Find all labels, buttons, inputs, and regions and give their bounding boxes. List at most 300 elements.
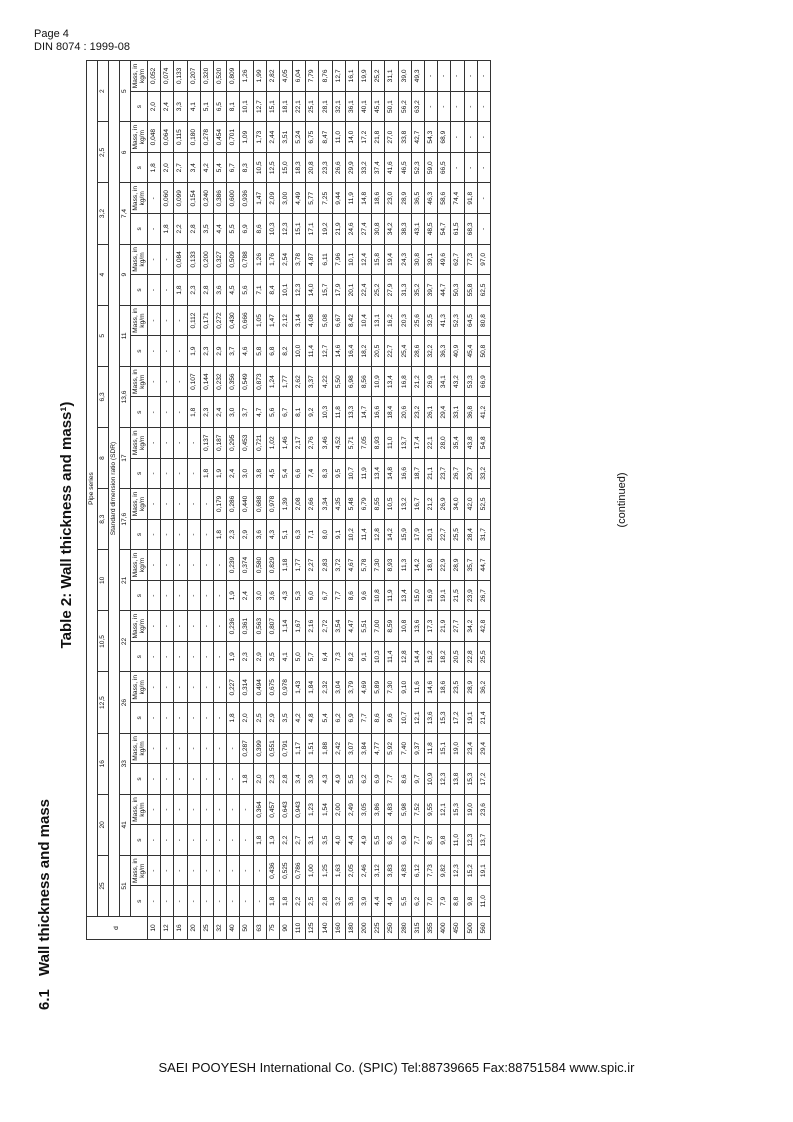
wall-thickness-cell: 5,4 [213,152,226,183]
wall-thickness-cell: 2,8 [187,214,200,245]
mass-cell: 0,453 [240,428,253,459]
s-header: s [131,886,148,917]
wall-thickness-cell: - [148,764,161,795]
wall-thickness-cell: 13,7 [477,825,490,856]
wall-thickness-cell: 16,4 [345,336,358,367]
wall-thickness-cell: - [451,152,464,183]
wall-thickness-cell: 3,5 [319,825,332,856]
mass-cell: 1,18 [279,550,292,581]
wall-thickness-cell: 7,7 [359,703,372,734]
mass-cell: 14,6 [424,672,437,703]
mass-cell: 42,8 [477,611,490,642]
wall-thickness-cell: - [174,825,187,856]
mass-cell: 0,936 [240,183,253,214]
wall-thickness-cell: 17,2 [477,764,490,795]
wall-thickness-cell: 1,8 [148,152,161,183]
mass-cell: 1,26 [253,244,266,275]
wall-thickness-cell: - [161,764,174,795]
mass-cell: 3,34 [319,489,332,520]
wall-thickness-cell: 15,7 [319,275,332,306]
wall-thickness-cell: 27,4 [359,214,372,245]
mass-cell: 5,51 [359,611,372,642]
mass-cell: 77,3 [464,244,477,275]
mass-cell: 27,0 [385,122,398,153]
wall-thickness-cell: - [161,519,174,550]
mass-cell: 58,6 [438,183,451,214]
mass-cell: 3,00 [279,183,292,214]
mass-cell: 5,24 [293,122,306,153]
wall-thickness-cell: - [187,580,200,611]
wall-thickness-cell: - [424,91,437,122]
wall-thickness-cell: 2,5 [306,886,319,917]
mass-cell: - [148,611,161,642]
mass-cell: 19,0 [451,733,464,764]
mass-cell: 12,3 [451,855,464,886]
wall-thickness-cell: 5,7 [306,641,319,672]
wall-thickness-cell: 11,0 [477,886,490,917]
wall-thickness-cell: - [464,91,477,122]
wall-thickness-cell: 9,6 [359,580,372,611]
mass-cell: 6,11 [319,244,332,275]
wall-thickness-cell: 1,9 [187,336,200,367]
table-row [279,61,292,940]
wall-thickness-cell: 20,1 [345,275,358,306]
mass-cell: 0,386 [213,183,226,214]
mass-cell: 2,27 [306,550,319,581]
mass-cell: - [213,855,226,886]
mass-cell: 39,1 [424,244,437,275]
wall-thickness-cell: 6,6 [293,458,306,489]
mass-cell: 0,064 [161,122,174,153]
wall-thickness-cell: 8,6 [253,214,266,245]
wall-thickness-cell: 2,8 [319,886,332,917]
mass-cell: 0,052 [148,61,161,92]
mass-cell: 9,44 [332,183,345,214]
mass-cell: 25,2 [372,61,385,92]
table-row [148,61,161,940]
wall-thickness-cell: 56,2 [398,91,411,122]
wall-thickness-cell: 1,8 [253,825,266,856]
wall-thickness-cell: 14,6 [332,336,345,367]
mass-cell: 0,314 [240,672,253,703]
d-value: 225 [372,917,385,940]
mass-cell: - [187,794,200,825]
wall-thickness-cell: 2,0 [148,91,161,122]
wall-thickness-cell: - [161,397,174,428]
mass-cell: 10,8 [398,611,411,642]
mass-cell: 5,08 [319,305,332,336]
wall-thickness-cell: 11,9 [385,580,398,611]
mass-cell: 3,04 [332,672,345,703]
wall-thickness-cell: 8,3 [240,152,253,183]
wall-thickness-cell: 6,2 [411,886,424,917]
mass-cell: 0,374 [240,550,253,581]
mass-cell: 36,2 [477,672,490,703]
wall-thickness-cell: 33,2 [477,458,490,489]
wall-thickness-cell: 46,5 [398,152,411,183]
wall-thickness-cell: 5,4 [279,458,292,489]
wall-thickness-cell: 8,6 [372,703,385,734]
wall-thickness-cell: 4,4 [372,886,385,917]
wall-thickness-cell: 5,6 [266,397,279,428]
mass-header: Mass, in kg/m [131,672,148,703]
mass-cell: - [240,855,253,886]
wall-thickness-cell: - [187,519,200,550]
mass-cell: - [253,855,266,886]
page-number: Page 4 [34,28,69,40]
mass-header: Mass, in kg/m [131,305,148,336]
wall-thickness-cell: 30,8 [372,214,385,245]
wall-thickness-cell: 5,3 [293,580,306,611]
mass-cell: 0,278 [200,122,213,153]
mass-cell: 0,440 [240,489,253,520]
mass-cell: 0,137 [200,428,213,459]
wall-thickness-cell: 5,0 [293,641,306,672]
wall-thickness-cell: 3,6 [253,519,266,550]
mass-cell: 4,77 [372,733,385,764]
mass-cell: 17,2 [359,122,372,153]
wall-thickness-cell: 22,7 [438,519,451,550]
mass-cell: 0,239 [227,550,240,581]
wall-thickness-cell: 63,2 [411,91,424,122]
mass-cell: 23,6 [477,794,490,825]
mass-cell: 11,6 [411,672,424,703]
sdr-value: 6 [120,122,131,183]
wall-thickness-cell: 26,6 [332,152,345,183]
d-value: 25 [200,917,213,940]
wall-thickness-cell: - [148,641,161,672]
wall-thickness-cell: 1,9 [213,458,226,489]
mass-cell: 4,05 [279,61,292,92]
mass-cell: 2,09 [266,183,279,214]
sdr-value: 11 [120,305,131,366]
mass-cell: 2,54 [279,244,292,275]
mass-header: Mass, in kg/m [131,489,148,520]
wall-thickness-cell: 7,7 [385,764,398,795]
wall-thickness-cell: 14,4 [411,641,424,672]
mass-cell: - [161,244,174,275]
wall-thickness-cell: 3,0 [240,458,253,489]
mass-cell: 43,8 [464,428,477,459]
wall-thickness-cell: 9,6 [385,703,398,734]
mass-cell: - [187,733,200,764]
mass-header: Mass, in kg/m [131,550,148,581]
wall-thickness-cell: 9,7 [411,764,424,795]
mass-cell: 0,272 [213,305,226,336]
mass-cell: 35,7 [464,550,477,581]
wall-thickness-cell: - [161,703,174,734]
sdr-value: 17,6 [120,489,131,550]
wall-thickness-cell: 13,8 [451,764,464,795]
mass-cell: 3,14 [293,305,306,336]
wall-thickness-cell: 12,3 [438,764,451,795]
wall-thickness-cell: 2,4 [161,91,174,122]
mass-cell: 41,3 [438,305,451,336]
mass-cell: 0,454 [213,122,226,153]
wall-thickness-cell: 2,0 [240,703,253,734]
mass-cell: 5,92 [385,733,398,764]
wall-thickness-cell: - [187,703,200,734]
wall-thickness-cell: 20,8 [306,152,319,183]
wall-thickness-cell: - [161,825,174,856]
wall-thickness-cell: - [161,580,174,611]
wall-thickness-cell: 4,2 [200,152,213,183]
mass-cell: 0,873 [253,366,266,397]
wall-thickness-cell: 2,4 [240,580,253,611]
wall-thickness-cell: 23,7 [438,458,451,489]
wall-thickness-cell: 2,9 [266,703,279,734]
mass-header: Mass, in kg/m [131,733,148,764]
wall-thickness-cell: - [187,641,200,672]
wall-thickness-cell: 20,5 [451,641,464,672]
pipe-series-value: 8,3 [98,489,109,550]
pipe-series-value: 10 [98,550,109,611]
wall-thickness-cell: 21,1 [424,458,437,489]
wall-thickness-cell: 1,8 [227,703,240,734]
mass-cell: 0,232 [213,366,226,397]
mass-cell: 0,551 [266,733,279,764]
mass-cell: 1,47 [253,183,266,214]
wall-thickness-cell: 15,1 [293,214,306,245]
wall-thickness-cell: 28,6 [411,336,424,367]
mass-cell: 1,77 [293,550,306,581]
mass-cell: 23,5 [451,672,464,703]
mass-cell: 0,361 [240,611,253,642]
mass-cell: - [213,733,226,764]
wall-thickness-cell: 11,0 [451,825,464,856]
mass-cell: 11,8 [424,733,437,764]
wall-thickness-cell: 6,5 [213,91,226,122]
wall-thickness-cell: 14,0 [306,275,319,306]
wall-thickness-cell: 37,4 [372,152,385,183]
mass-cell: 0,099 [174,183,187,214]
wall-thickness-cell: 1,8 [200,458,213,489]
wall-thickness-cell: 17,9 [332,275,345,306]
wall-thickness-cell: 22,8 [464,641,477,672]
mass-cell: 19,4 [385,244,398,275]
mass-cell: 49,6 [438,244,451,275]
rotated-content [36,30,628,1020]
wall-thickness-cell: 11,9 [359,458,372,489]
table-title: Table 2: Wall thickness and mass¹) [58,401,75,649]
wall-thickness-cell: 26,1 [424,397,437,428]
s-header: s [131,580,148,611]
mass-cell: 0,829 [266,550,279,581]
wall-thickness-cell: 8,1 [293,397,306,428]
wall-thickness-cell: 19,2 [319,214,332,245]
mass-cell: 0,320 [200,61,213,92]
wall-thickness-cell: - [174,397,187,428]
wall-thickness-cell: 8,6 [398,764,411,795]
wall-thickness-cell: 19,1 [438,580,451,611]
wall-thickness-cell: 2,0 [253,764,266,795]
mass-cell: 0,133 [174,61,187,92]
wall-thickness-cell: 6,2 [385,825,398,856]
mass-cell: 34,1 [438,366,451,397]
table-row [253,61,266,940]
mass-cell: 80,8 [477,305,490,336]
wall-thickness-cell: - [148,703,161,734]
mass-cell: 9,55 [424,794,437,825]
mass-cell: - [174,794,187,825]
wall-thickness-cell: 8,6 [345,580,358,611]
wall-thickness-cell: 68,3 [464,214,477,245]
wall-thickness-cell: 2,9 [213,336,226,367]
mass-cell: - [424,61,437,92]
wall-thickness-cell: 17,9 [411,519,424,550]
pipe-series-value: 8 [98,428,109,489]
mass-cell: 4,47 [345,611,358,642]
mass-cell: 1,24 [266,366,279,397]
mass-cell: - [174,489,187,520]
wall-thickness-cell: 4,8 [306,703,319,734]
table-row [187,61,200,940]
mass-cell: 0,643 [279,794,292,825]
mass-cell: 0,978 [266,489,279,520]
mass-cell: 34,2 [464,611,477,642]
wall-thickness-cell: - [213,641,226,672]
mass-cell: 11,3 [398,550,411,581]
mass-cell: 0,688 [253,489,266,520]
mass-cell: 15,8 [372,244,385,275]
wall-thickness-cell: 11,8 [332,397,345,428]
wall-thickness-cell: 2,9 [253,641,266,672]
wall-thickness-cell: 22,7 [385,336,398,367]
footer: SAEI POOYESH International Co. (SPIC) Tel:88739665 Fax:88751584 www.spic.ir [158,1060,635,1075]
wall-thickness-cell: 10,8 [372,580,385,611]
mass-cell: - [161,672,174,703]
mass-cell: - [200,489,213,520]
wall-thickness-cell: 10,0 [293,336,306,367]
mass-cell: 1,84 [306,672,319,703]
mass-cell: 6,67 [332,305,345,336]
mass-cell: 28,9 [464,672,477,703]
wall-thickness-cell: 12,7 [253,91,266,122]
wall-thickness-cell: 8,0 [319,519,332,550]
header-row-pipe-series [87,61,98,940]
wall-thickness-cell: 7,3 [332,641,345,672]
mass-cell: 1,54 [319,794,332,825]
wall-thickness-cell: - [174,458,187,489]
wall-thickness-cell: 55,8 [464,275,477,306]
wall-thickness-cell: - [187,886,200,917]
wall-thickness-cell: 1,8 [187,397,200,428]
d-value: 110 [293,917,306,940]
s-header: s [131,825,148,856]
mass-header: Mass, in kg/m [131,183,148,214]
mass-cell: 8,55 [372,489,385,520]
mass-cell: 43,2 [451,366,464,397]
wall-thickness-cell: 10,7 [345,458,358,489]
mass-cell: - [148,550,161,581]
mass-cell: - [477,183,490,214]
wall-thickness-cell: 6,9 [345,703,358,734]
mass-cell: 1,46 [279,428,292,459]
mass-cell: 42,0 [464,489,477,520]
wall-thickness-cell: 54,7 [438,214,451,245]
mass-cell: 18,0 [424,550,437,581]
mass-cell: - [174,855,187,886]
mass-cell: 0,060 [161,183,174,214]
wall-thickness-cell: 6,9 [240,214,253,245]
wall-thickness-cell: 4,2 [293,703,306,734]
wall-thickness-cell: - [240,825,253,856]
mass-cell: - [213,794,226,825]
mass-cell: 0,112 [187,305,200,336]
wall-thickness-cell: 50,1 [385,91,398,122]
mass-cell: 1,73 [253,122,266,153]
mass-cell: 5,77 [306,183,319,214]
mass-cell: 7,05 [359,428,372,459]
wall-thickness-cell: 3,6 [345,886,358,917]
d-value: 180 [345,917,358,940]
mass-cell: 5,78 [359,550,372,581]
wall-thickness-cell: 38,3 [398,214,411,245]
wall-thickness-cell: - [200,764,213,795]
mass-cell: 0,154 [187,183,200,214]
s-header: s [131,397,148,428]
mass-cell: 5,50 [332,366,345,397]
mass-cell: 2,82 [266,61,279,92]
wall-thickness-cell: - [464,152,477,183]
table-row [345,61,358,940]
wall-thickness-cell: 2,2 [279,825,292,856]
table-row [398,61,411,940]
wall-thickness-cell: - [148,519,161,550]
wall-thickness-cell: 4,6 [240,336,253,367]
mass-cell: 0,399 [253,733,266,764]
d-value: 160 [332,917,345,940]
mass-cell: - [161,489,174,520]
mass-cell: 0,563 [253,611,266,642]
wall-thickness-cell: 4,3 [279,580,292,611]
mass-cell: 8,42 [345,305,358,336]
mass-cell: 36,5 [411,183,424,214]
mass-cell: 1,25 [319,855,332,886]
wall-thickness-cell: 3,1 [306,825,319,856]
wall-thickness-cell: 14,7 [359,397,372,428]
mass-cell: 0,520 [213,61,226,92]
mass-cell: 0,187 [213,428,226,459]
wall-thickness-cell: 6,7 [279,397,292,428]
wall-thickness-cell: 18,2 [359,336,372,367]
mass-cell: 6,04 [293,61,306,92]
wall-thickness-cell: - [477,214,490,245]
wall-thickness-cell: 8,2 [345,641,358,672]
mass-cell: 13,7 [398,428,411,459]
mass-cell: 12,1 [438,794,451,825]
mass-cell: 27,7 [451,611,464,642]
wall-thickness-cell: 1,8 [266,886,279,917]
wall-thickness-cell: 3,4 [293,764,306,795]
wall-thickness-cell: 23,3 [319,152,332,183]
mass-cell: 42,7 [411,122,424,153]
mass-cell: 16,8 [398,366,411,397]
mass-cell: 15,1 [438,733,451,764]
mass-cell: 0,295 [227,428,240,459]
wall-thickness-cell: 5,1 [279,519,292,550]
header-row-units [131,61,148,940]
mass-header: Mass, in kg/m [131,122,148,153]
wall-thickness-cell: 11,4 [306,336,319,367]
pipe-series-value: 2,5 [98,122,109,183]
d-value: 12 [161,917,174,940]
wall-thickness-cell: 4,1 [279,641,292,672]
wall-thickness-cell: 17,2 [451,703,464,734]
wall-thickness-cell: 3,7 [240,397,253,428]
mass-cell: - [161,611,174,642]
wall-thickness-cell: 2,2 [174,214,187,245]
